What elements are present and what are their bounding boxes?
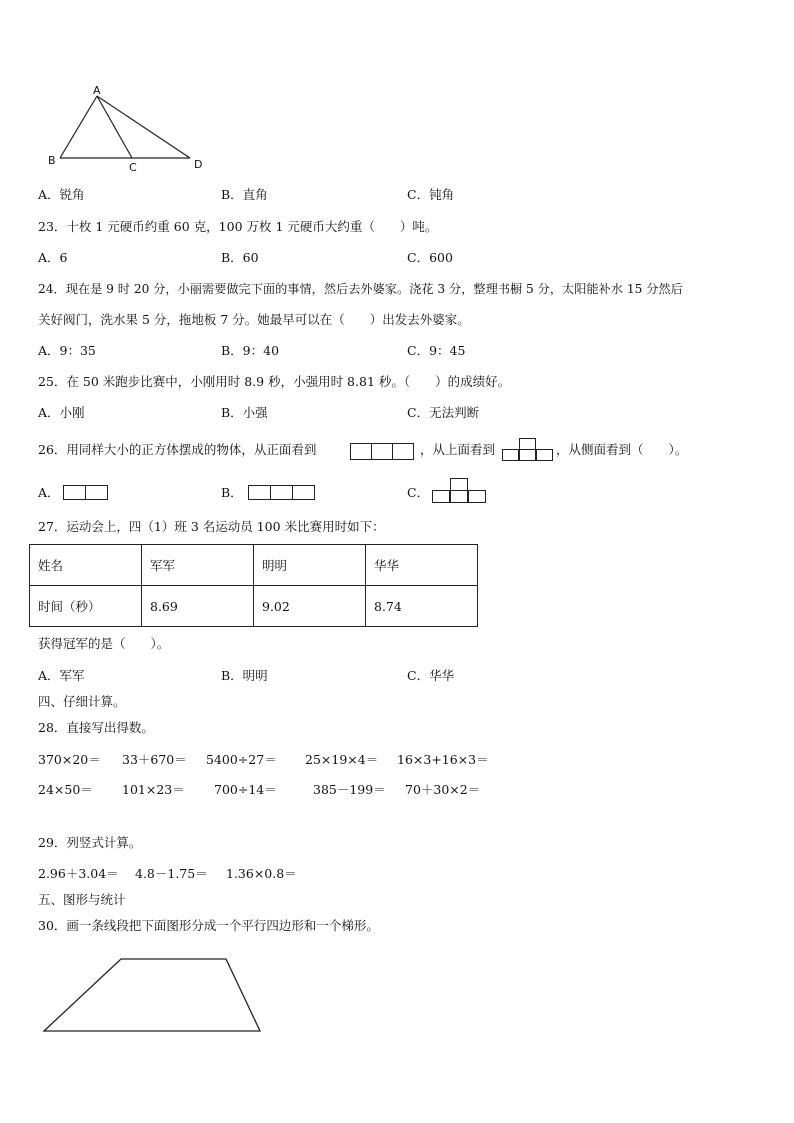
q22-option-a[interactable]: A．锐角 [38,187,85,202]
q30-question: 30．画一条线段把下面图形分成一个平行四边形和一个梯形。 [38,918,379,933]
q29-expr: 4.8－1.75＝ [135,866,208,881]
section-heading-5: 五、图形与统计 [38,892,126,907]
q26-option-a[interactable]: A． [38,485,60,500]
table-cell: 军军 [142,545,254,586]
q29-expr: 2.96＋3.04＝ [38,866,119,881]
q22-option-c[interactable]: C．钝角 [407,187,455,202]
vertex-label-c: C [129,161,137,174]
q28-expr: 700÷14＝ [214,782,277,797]
q25-question: 25．在 50 米跑步比赛中，小刚用时 8.9 秒，小强用时 8.81 秒。（ ）的成绩好。 [38,374,511,389]
q25-option-c[interactable]: C．无法判断 [407,405,480,420]
table-cell: 8.74 [366,586,478,627]
q22-option-b[interactable]: B．直角 [221,187,268,202]
q28-expr: 5400÷27＝ [206,752,277,767]
q23-option-b[interactable]: B．60 [221,250,259,265]
q24-option-a[interactable]: A．9：35 [38,343,96,358]
q24-option-b[interactable]: B．9：40 [221,343,280,358]
section-heading-4: 四、仔细计算。 [38,694,126,709]
q23-question: 23．十枚 1 元硬币约重 60 克，100 万枚 1 元硬币大约重（ ）吨。 [38,219,438,234]
q28-expr: 385－199＝ [313,782,386,797]
q26-question-part3: ，从侧面看到（ ）。 [556,442,688,457]
table-cell: 明明 [254,545,366,586]
q23-option-a[interactable]: A．6 [38,250,68,265]
q28-expr: 33＋670＝ [122,752,187,767]
q29-question: 29．列竖式计算。 [38,835,142,850]
q27-option-c[interactable]: C．华华 [407,668,455,683]
table-cell: 8.69 [142,586,254,627]
q26-option-c[interactable]: C． [407,485,430,500]
table-cell: 时间（秒） [30,586,142,627]
vertex-label-b: B [48,154,56,167]
q27-option-a[interactable]: A．军军 [38,668,85,683]
q26-question-part2: ，从上面看到 [420,442,496,457]
q25-option-a[interactable]: A．小刚 [38,405,85,420]
q28-question: 28．直接写出得数。 [38,720,154,735]
q26-option-b[interactable]: B． [221,485,243,500]
vertex-label-d: D [194,158,203,171]
vertex-label-a: A [93,84,101,97]
q28-expr: 70＋30×2＝ [405,782,481,797]
table-cell: 华华 [366,545,478,586]
q27-prompt: 获得冠军的是（ ）。 [38,636,170,651]
q26-question-part1: 26．用同样大小的正方体摆成的物体，从正面看到 [38,442,317,457]
table-cell: 9.02 [254,586,366,627]
q28-expr: 101×23＝ [122,782,185,797]
q28-expr: 370×20＝ [38,752,101,767]
q27-question: 27．运动会上，四（1）班 3 名运动员 100 米比赛用时如下： [38,519,385,534]
q28-expr: 16×3+16×3＝ [397,752,489,767]
q25-option-b[interactable]: B．小强 [221,405,268,420]
q29-expr: 1.36×0.8＝ [226,866,297,881]
q24-question-line1: 24．现在是 9 时 20 分，小丽需要做完下面的事情，然后去外婆家。浇花 3 分，整理书橱 5 分，太阳能补水 15 分然后 [38,282,683,296]
table-cell: 姓名 [30,545,142,586]
q28-expr: 24×50＝ [38,782,93,797]
q23-option-c[interactable]: C．600 [407,250,453,265]
q24-option-c[interactable]: C．9：45 [407,343,466,358]
q24-question-line2: 关好阀门，洗水果 5 分，拖地板 7 分。她最早可以在（ ）出发去外婆家。 [38,312,470,327]
q27-option-b[interactable]: B．明明 [221,668,268,683]
q28-expr: 25×19×4＝ [305,752,379,767]
